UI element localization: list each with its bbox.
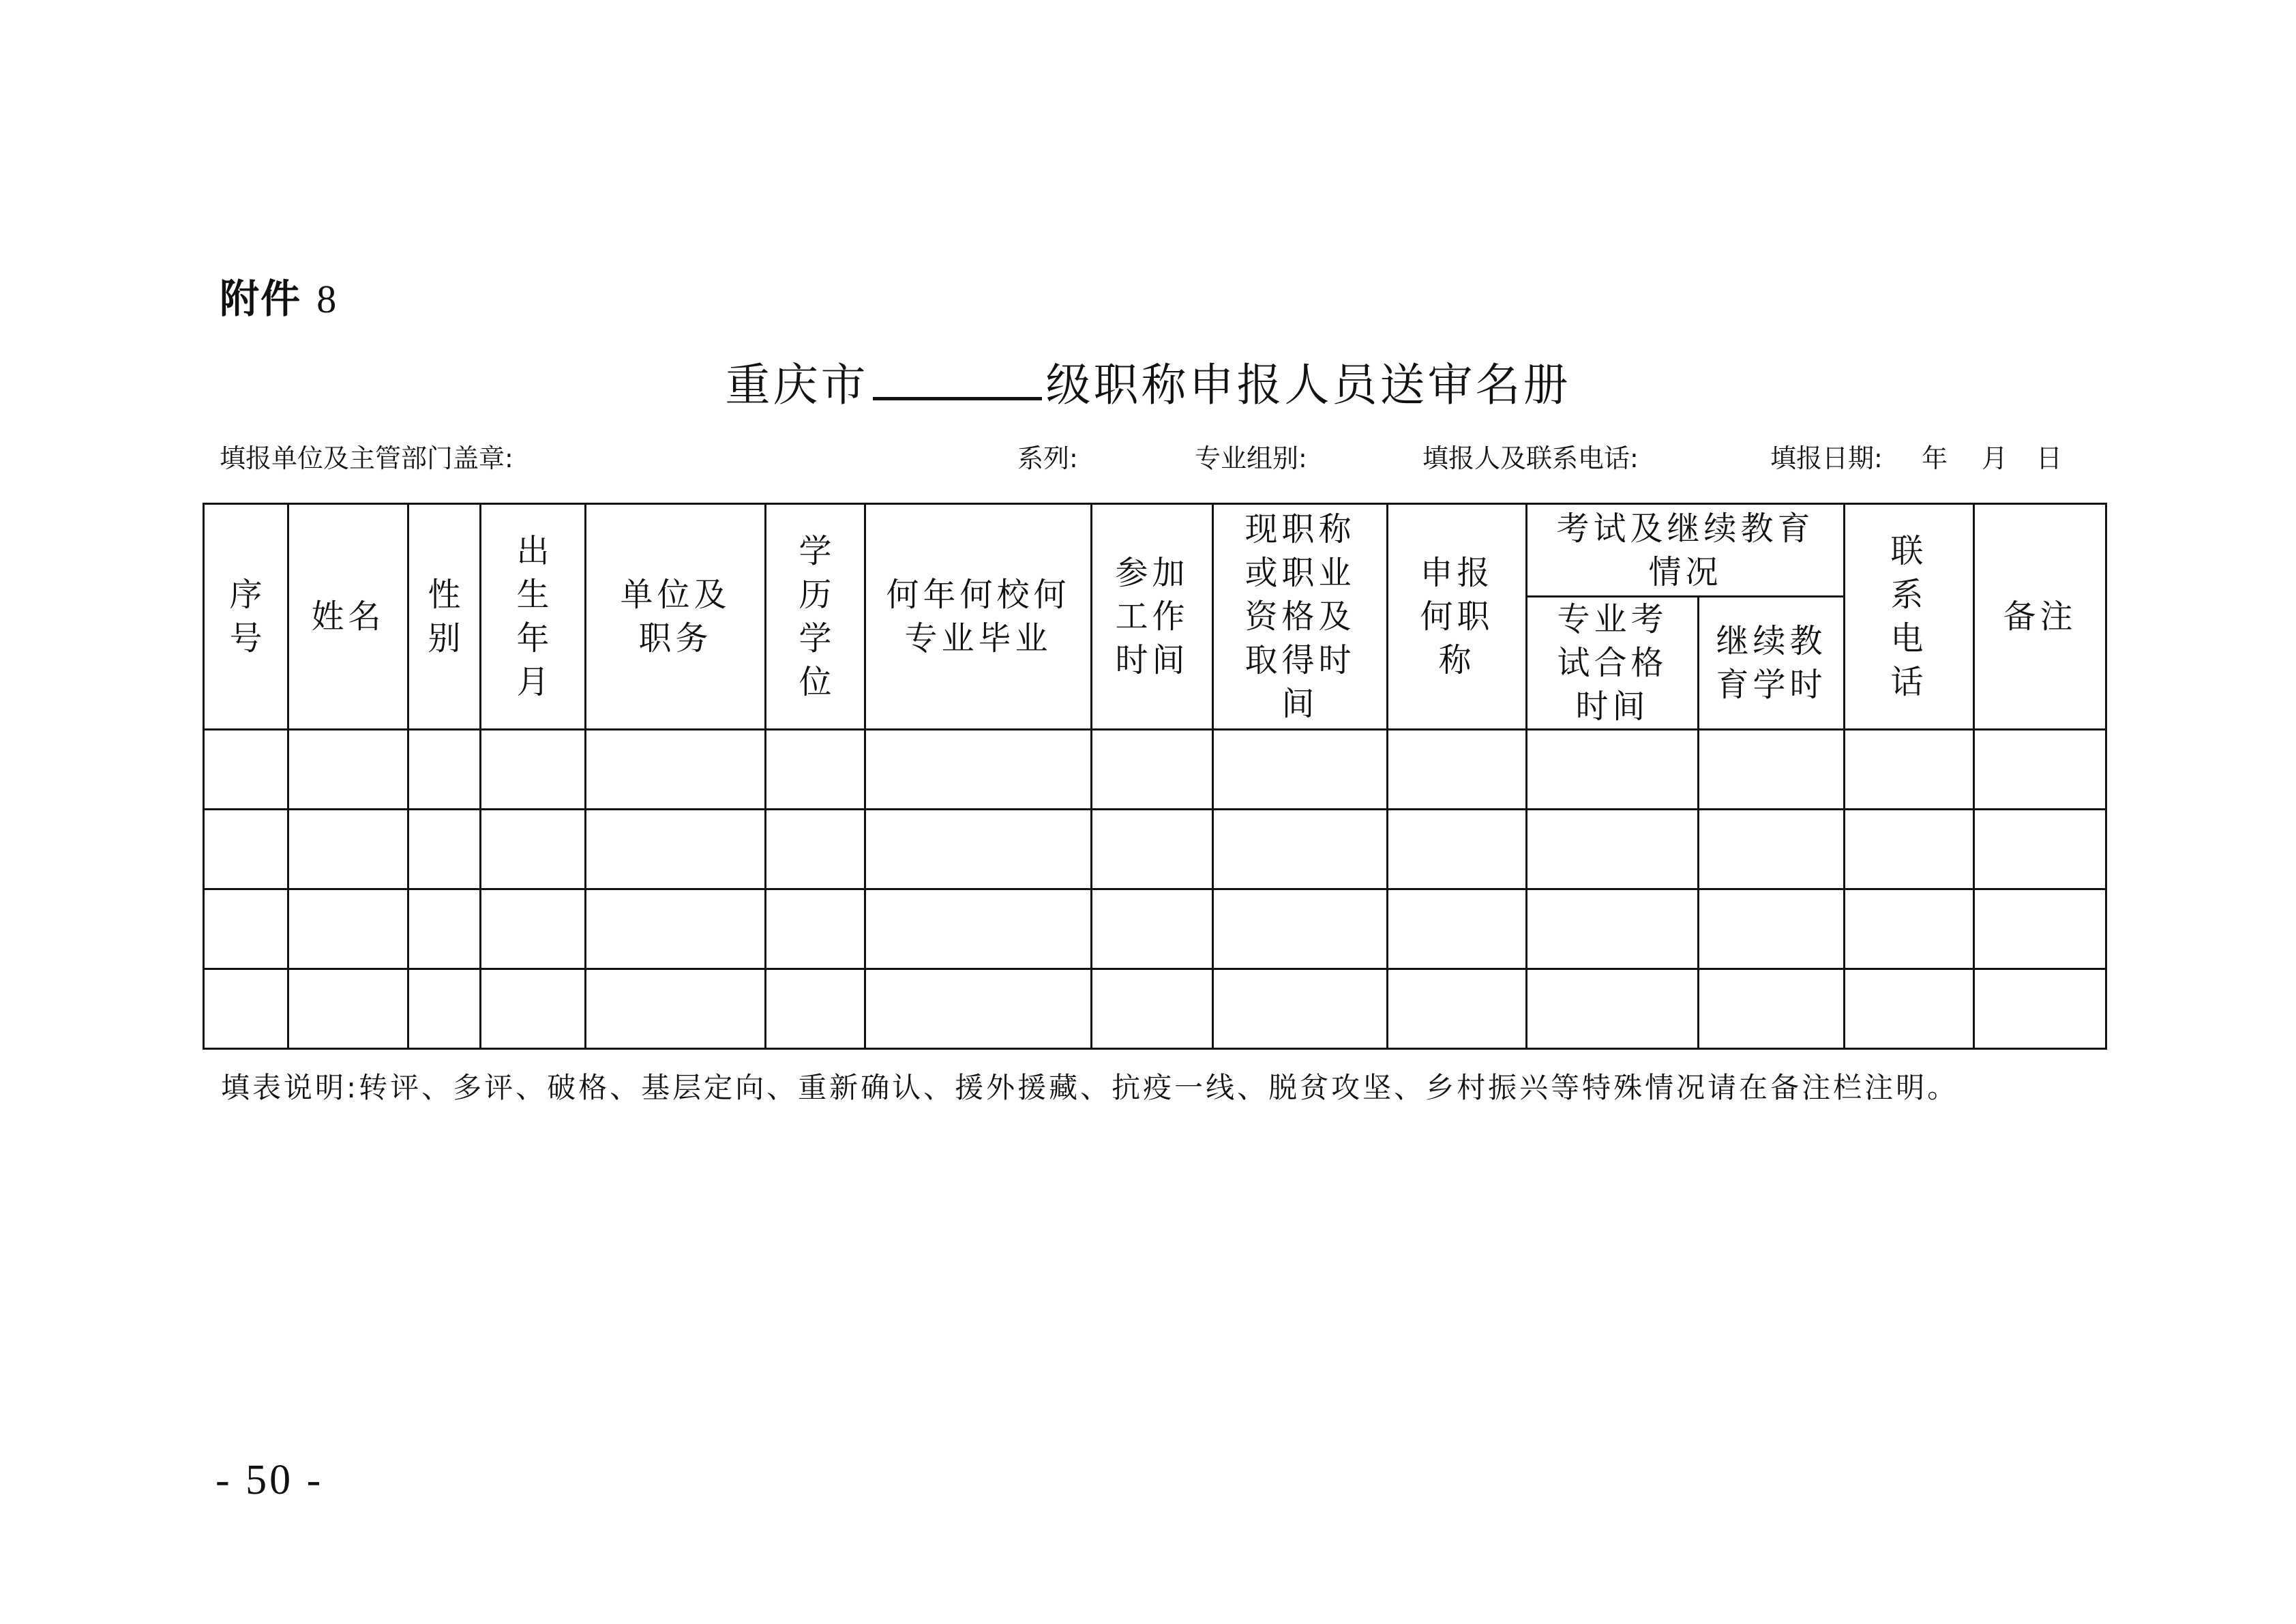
cell-unit-position[interactable] bbox=[586, 730, 766, 810]
cell-gender[interactable] bbox=[408, 969, 481, 1049]
title-suffix: 级职称申报人员送审名册 bbox=[1045, 359, 1571, 411]
header-row-1 bbox=[204, 504, 2106, 597]
cell-seq[interactable] bbox=[204, 969, 288, 1049]
cell-phone[interactable] bbox=[1845, 810, 1974, 889]
header-exam-pass: 专业考试合格时间 bbox=[1527, 597, 1699, 730]
cell-cont-edu-hours[interactable] bbox=[1699, 969, 1845, 1049]
cell-birth[interactable] bbox=[481, 969, 586, 1049]
cell-birth[interactable] bbox=[481, 730, 586, 810]
cell-gender[interactable] bbox=[408, 889, 481, 969]
fill-date-label: 填报日期: bbox=[1770, 443, 1883, 473]
header-cont-edu-hours: 继续教育学时 bbox=[1699, 597, 1845, 730]
cell-remarks[interactable] bbox=[1974, 969, 2106, 1049]
cell-current-title[interactable] bbox=[1213, 730, 1388, 810]
header-exam-group: 考试及继续教育情况 bbox=[1527, 504, 1845, 597]
attachment-number: 8 bbox=[316, 277, 338, 321]
table-row bbox=[204, 730, 2106, 810]
header-apply-title: 申报何职称 bbox=[1388, 504, 1527, 730]
cell-graduation[interactable] bbox=[865, 969, 1092, 1049]
form-meta-line bbox=[0, 438, 2296, 479]
cell-current-title[interactable] bbox=[1213, 810, 1388, 889]
header-gender: 性别 bbox=[408, 504, 481, 730]
cell-current-title[interactable] bbox=[1213, 969, 1388, 1049]
attachment-label bbox=[220, 271, 338, 327]
cell-graduation[interactable] bbox=[865, 810, 1092, 889]
filler-contact-label: 填报人及联系电话: bbox=[1422, 443, 1639, 473]
roster-table bbox=[203, 503, 2107, 1050]
cell-cont-edu-hours[interactable] bbox=[1699, 730, 1845, 810]
table-row bbox=[204, 969, 2106, 1049]
cell-exam-pass[interactable] bbox=[1527, 730, 1699, 810]
header-current-title: 现职称或职业资格及取得时间 bbox=[1213, 504, 1388, 730]
cell-name[interactable] bbox=[288, 810, 408, 889]
header-work-start: 参加工作时间 bbox=[1092, 504, 1213, 730]
cell-gender[interactable] bbox=[408, 810, 481, 889]
cell-apply-title[interactable] bbox=[1388, 730, 1527, 810]
cell-phone[interactable] bbox=[1845, 889, 1974, 969]
attachment-label-text: 附件 bbox=[220, 276, 302, 322]
cell-unit-position[interactable] bbox=[586, 889, 766, 969]
day-label: 日 bbox=[2036, 443, 2063, 473]
table-row bbox=[204, 810, 2106, 889]
cell-education[interactable] bbox=[766, 730, 865, 810]
cell-phone[interactable] bbox=[1845, 969, 1974, 1049]
cell-exam-pass[interactable] bbox=[1527, 969, 1699, 1049]
cell-work-start[interactable] bbox=[1092, 730, 1213, 810]
header-phone: 联系电话 bbox=[1845, 504, 1974, 730]
cell-work-start[interactable] bbox=[1092, 969, 1213, 1049]
unit-seal-label: 填报单位及主管部门盖章: bbox=[220, 443, 513, 473]
cell-seq[interactable] bbox=[204, 810, 288, 889]
cell-current-title[interactable] bbox=[1213, 889, 1388, 969]
cell-remarks[interactable] bbox=[1974, 730, 2106, 810]
title-prefix: 重庆市 bbox=[725, 359, 869, 411]
cell-name[interactable] bbox=[288, 969, 408, 1049]
cell-education[interactable] bbox=[766, 889, 865, 969]
page-title bbox=[0, 349, 2296, 419]
cell-seq[interactable] bbox=[204, 889, 288, 969]
specialty-group-label: 专业组别: bbox=[1195, 443, 1307, 473]
month-label: 月 bbox=[1982, 443, 2008, 473]
cell-work-start[interactable] bbox=[1092, 889, 1213, 969]
cell-education[interactable] bbox=[766, 810, 865, 889]
header-unit-position: 单位及职务 bbox=[586, 504, 766, 730]
header-remarks: 备注 bbox=[1974, 504, 2106, 730]
series-label: 系列: bbox=[1017, 443, 1078, 473]
table-row bbox=[204, 889, 2106, 969]
header-seq: 序号 bbox=[204, 504, 288, 730]
cell-unit-position[interactable] bbox=[586, 810, 766, 889]
cell-graduation[interactable] bbox=[865, 730, 1092, 810]
cell-work-start[interactable] bbox=[1092, 810, 1213, 889]
cell-exam-pass[interactable] bbox=[1527, 889, 1699, 969]
header-birth: 出生年月 bbox=[481, 504, 586, 730]
cell-cont-edu-hours[interactable] bbox=[1699, 810, 1845, 889]
cell-exam-pass[interactable] bbox=[1527, 810, 1699, 889]
cell-education[interactable] bbox=[766, 969, 865, 1049]
page-number: - 50 - bbox=[215, 1457, 324, 1503]
cell-apply-title[interactable] bbox=[1388, 889, 1527, 969]
cell-birth[interactable] bbox=[481, 810, 586, 889]
cell-graduation[interactable] bbox=[865, 889, 1092, 969]
cell-cont-edu-hours[interactable] bbox=[1699, 889, 1845, 969]
cell-name[interactable] bbox=[288, 730, 408, 810]
header-graduation: 何年何校何专业毕业 bbox=[865, 504, 1092, 730]
form-instructions: 填表说明:转评、多评、破格、基层定向、重新确认、援外援藏、抗疫一线、脱贫攻坚、乡村振兴等特殊情况请在备注栏注明。 bbox=[221, 1071, 1959, 1104]
cell-name[interactable] bbox=[288, 889, 408, 969]
header-name: 姓名 bbox=[288, 504, 408, 730]
cell-birth[interactable] bbox=[481, 889, 586, 969]
cell-apply-title[interactable] bbox=[1388, 969, 1527, 1049]
cell-phone[interactable] bbox=[1845, 730, 1974, 810]
header-education: 学历学位 bbox=[766, 504, 865, 730]
cell-gender[interactable] bbox=[408, 730, 481, 810]
cell-apply-title[interactable] bbox=[1388, 810, 1527, 889]
title-blank-line bbox=[873, 349, 1042, 400]
year-label: 年 bbox=[1922, 443, 1948, 473]
cell-remarks[interactable] bbox=[1974, 889, 2106, 969]
cell-seq[interactable] bbox=[204, 730, 288, 810]
cell-remarks[interactable] bbox=[1974, 810, 2106, 889]
cell-unit-position[interactable] bbox=[586, 969, 766, 1049]
